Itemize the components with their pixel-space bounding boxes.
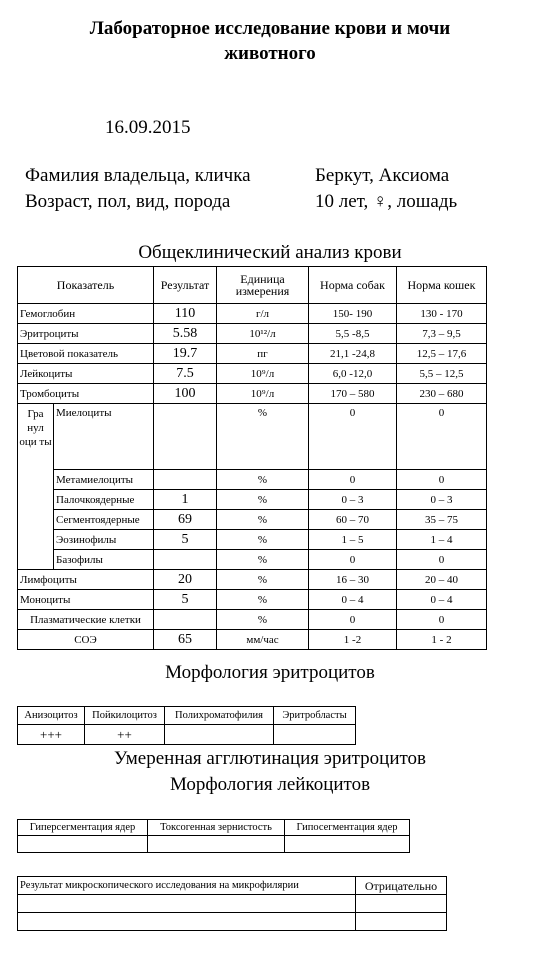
leuko-value: [285, 836, 410, 853]
unit-value: мм/час: [217, 630, 309, 650]
param-name: Сегментоядерные: [54, 510, 154, 530]
norm-dog: 0: [309, 470, 397, 490]
norm-cat: 0: [397, 470, 487, 490]
blood-row: [18, 570, 487, 590]
result-value: 7.5: [154, 364, 217, 384]
analysis-date: 16.09.2015: [105, 117, 191, 138]
param-name: СОЭ: [18, 630, 154, 650]
norm-dog: 1 -2: [309, 630, 397, 650]
param-name: Эритроциты: [18, 324, 154, 344]
header-cat: Норма кошек: [397, 267, 487, 304]
blood-row: [18, 404, 487, 470]
blood-header-row: [18, 267, 487, 304]
micro-label: Результат микроскопического исследования на микрофилярии: [18, 877, 356, 895]
erythro-header-row: [18, 707, 356, 725]
norm-cat: 0: [397, 610, 487, 630]
title-line-1: Лабораторное исследование крови и мочи: [89, 18, 451, 39]
blood-row: [18, 530, 487, 550]
erythro-header: Анизоцитоз: [18, 707, 85, 725]
norm-cat: 5,5 – 12,5: [397, 364, 487, 384]
micro-empty-row: [18, 913, 447, 931]
animal-label: Возраст, пол, вид, порода: [25, 191, 231, 212]
blood-row: [18, 590, 487, 610]
header-dog: Норма собак: [309, 267, 397, 304]
leuko-value: [148, 836, 285, 853]
param-name: Палочкоядерные: [54, 490, 154, 510]
unit-value: %: [217, 530, 309, 550]
norm-dog: 0: [309, 610, 397, 630]
norm-cat: 12,5 – 17,6: [397, 344, 487, 364]
result-value: 5: [154, 530, 217, 550]
micro-empty-cell: [356, 895, 447, 913]
result-value: 5: [154, 590, 217, 610]
blood-row: [18, 364, 487, 384]
result-value: 110: [154, 304, 217, 324]
erythro-header: Эритробласты: [274, 707, 356, 725]
norm-dog: 0 – 4: [309, 590, 397, 610]
unit-value: %: [217, 470, 309, 490]
param-name: Эозинофилы: [54, 530, 154, 550]
norm-dog: 60 – 70: [309, 510, 397, 530]
erythro-value: ++: [85, 725, 165, 745]
norm-cat: 1 - 2: [397, 630, 487, 650]
erythro-section-title: Морфология эритроцитов: [165, 662, 375, 683]
header-unit: Единица измерения: [217, 267, 309, 304]
param-name: Плазматические клетки: [18, 610, 154, 630]
erythro-value-row: [18, 725, 356, 745]
norm-dog: 1 – 5: [309, 530, 397, 550]
erythro-value: [274, 725, 356, 745]
blood-row: [18, 610, 487, 630]
micro-empty-cell: [356, 913, 447, 931]
param-name: Базофилы: [54, 550, 154, 570]
blood-table: [17, 266, 487, 650]
param-name: Лимфоциты: [18, 570, 154, 590]
param-name: Гемоглобин: [18, 304, 154, 324]
norm-dog: 16 – 30: [309, 570, 397, 590]
document-title: [0, 16, 540, 66]
norm-cat: 0: [397, 550, 487, 570]
norm-cat: 0: [397, 404, 487, 470]
unit-value: %: [217, 610, 309, 630]
param-name: Тромбоциты: [18, 384, 154, 404]
result-value: [154, 550, 217, 570]
result-value: [154, 610, 217, 630]
norm-dog: 21,1 -24,8: [309, 344, 397, 364]
unit-value: 10⁹/л: [217, 384, 309, 404]
unit-value: %: [217, 590, 309, 610]
norm-cat: 0 – 4: [397, 590, 487, 610]
animal-row: [25, 191, 457, 213]
erythro-table: [17, 706, 356, 745]
param-name: Метамиелоциты: [54, 470, 154, 490]
unit-value: пг: [217, 344, 309, 364]
owner-label: Фамилия владельца, кличка: [25, 165, 251, 186]
owner-value: Беркут, Аксиома: [315, 165, 450, 186]
blood-row: [18, 324, 487, 344]
leuko-value-row: [18, 836, 410, 853]
unit-value: %: [217, 550, 309, 570]
leuko-header: Гиперсегментация ядер: [18, 820, 148, 836]
erythro-value: [165, 725, 274, 745]
norm-cat: 230 – 680: [397, 384, 487, 404]
agglutination-text: Умеренная агглютинация эритроцитов: [113, 748, 427, 769]
micro-empty-cell: [18, 895, 356, 913]
micro-value: Отрицательно: [356, 877, 447, 895]
unit-value: 10¹²/л: [217, 324, 309, 344]
norm-dog: 6,0 -12,0: [309, 364, 397, 384]
micro-empty-row: [18, 895, 447, 913]
norm-cat: 130 - 170: [397, 304, 487, 324]
blood-row: [18, 470, 487, 490]
blood-section-title: Общеклинический анализ крови: [138, 242, 402, 263]
result-value: [154, 470, 217, 490]
leuko-table: [17, 819, 410, 853]
leuko-header: Гипосегментация ядер: [285, 820, 410, 836]
norm-cat: 20 – 40: [397, 570, 487, 590]
blood-row: [18, 630, 487, 650]
result-value: 20: [154, 570, 217, 590]
norm-cat: 1 – 4: [397, 530, 487, 550]
unit-value: %: [217, 510, 309, 530]
norm-dog: 0 – 3: [309, 490, 397, 510]
leuko-header: Токсогенная зернистость: [148, 820, 285, 836]
unit-value: 10⁹/л: [217, 364, 309, 384]
blood-row: [18, 510, 487, 530]
result-value: 65: [154, 630, 217, 650]
granulocytes-label: Гра нул оци ты: [18, 404, 54, 570]
blood-row: [18, 550, 487, 570]
erythro-header: Пойкилоцитоз: [85, 707, 165, 725]
leuko-header-row: [18, 820, 410, 836]
blood-row: [18, 384, 487, 404]
norm-dog: 150- 190: [309, 304, 397, 324]
erythro-value: +++: [18, 725, 85, 745]
owner-row: [25, 165, 449, 187]
title-line-2: животного: [224, 43, 316, 64]
result-value: 19.7: [154, 344, 217, 364]
blood-row: [18, 344, 487, 364]
blood-row: [18, 304, 487, 324]
leuko-section-title: Морфология лейкоцитов: [169, 774, 371, 795]
result-value: [154, 404, 217, 470]
result-value: 100: [154, 384, 217, 404]
result-value: 1: [154, 490, 217, 510]
norm-dog: 0: [309, 404, 397, 470]
norm-dog: 0: [309, 550, 397, 570]
norm-dog: 5,5 -8,5: [309, 324, 397, 344]
header-param: Показатель: [18, 267, 154, 304]
result-value: 69: [154, 510, 217, 530]
norm-cat: 0 – 3: [397, 490, 487, 510]
header-result: Результат: [154, 267, 217, 304]
erythro-header: Полихроматофилия: [165, 707, 274, 725]
param-name: Моноциты: [18, 590, 154, 610]
micro-row: [18, 877, 447, 895]
result-value: 5.58: [154, 324, 217, 344]
leuko-value: [18, 836, 148, 853]
animal-value: 10 лет, ♀, лошадь: [315, 191, 458, 212]
micro-table: [17, 876, 447, 931]
unit-value: %: [217, 404, 309, 470]
param-name: Цветовой показатель: [18, 344, 154, 364]
unit-value: %: [217, 570, 309, 590]
norm-dog: 170 – 580: [309, 384, 397, 404]
unit-value: %: [217, 490, 309, 510]
norm-cat: 7,3 – 9,5: [397, 324, 487, 344]
norm-cat: 35 – 75: [397, 510, 487, 530]
micro-empty-cell: [18, 913, 356, 931]
blood-row: [18, 490, 487, 510]
param-name: Лейкоциты: [18, 364, 154, 384]
unit-value: г/л: [217, 304, 309, 324]
param-name: Миелоциты: [54, 404, 154, 470]
